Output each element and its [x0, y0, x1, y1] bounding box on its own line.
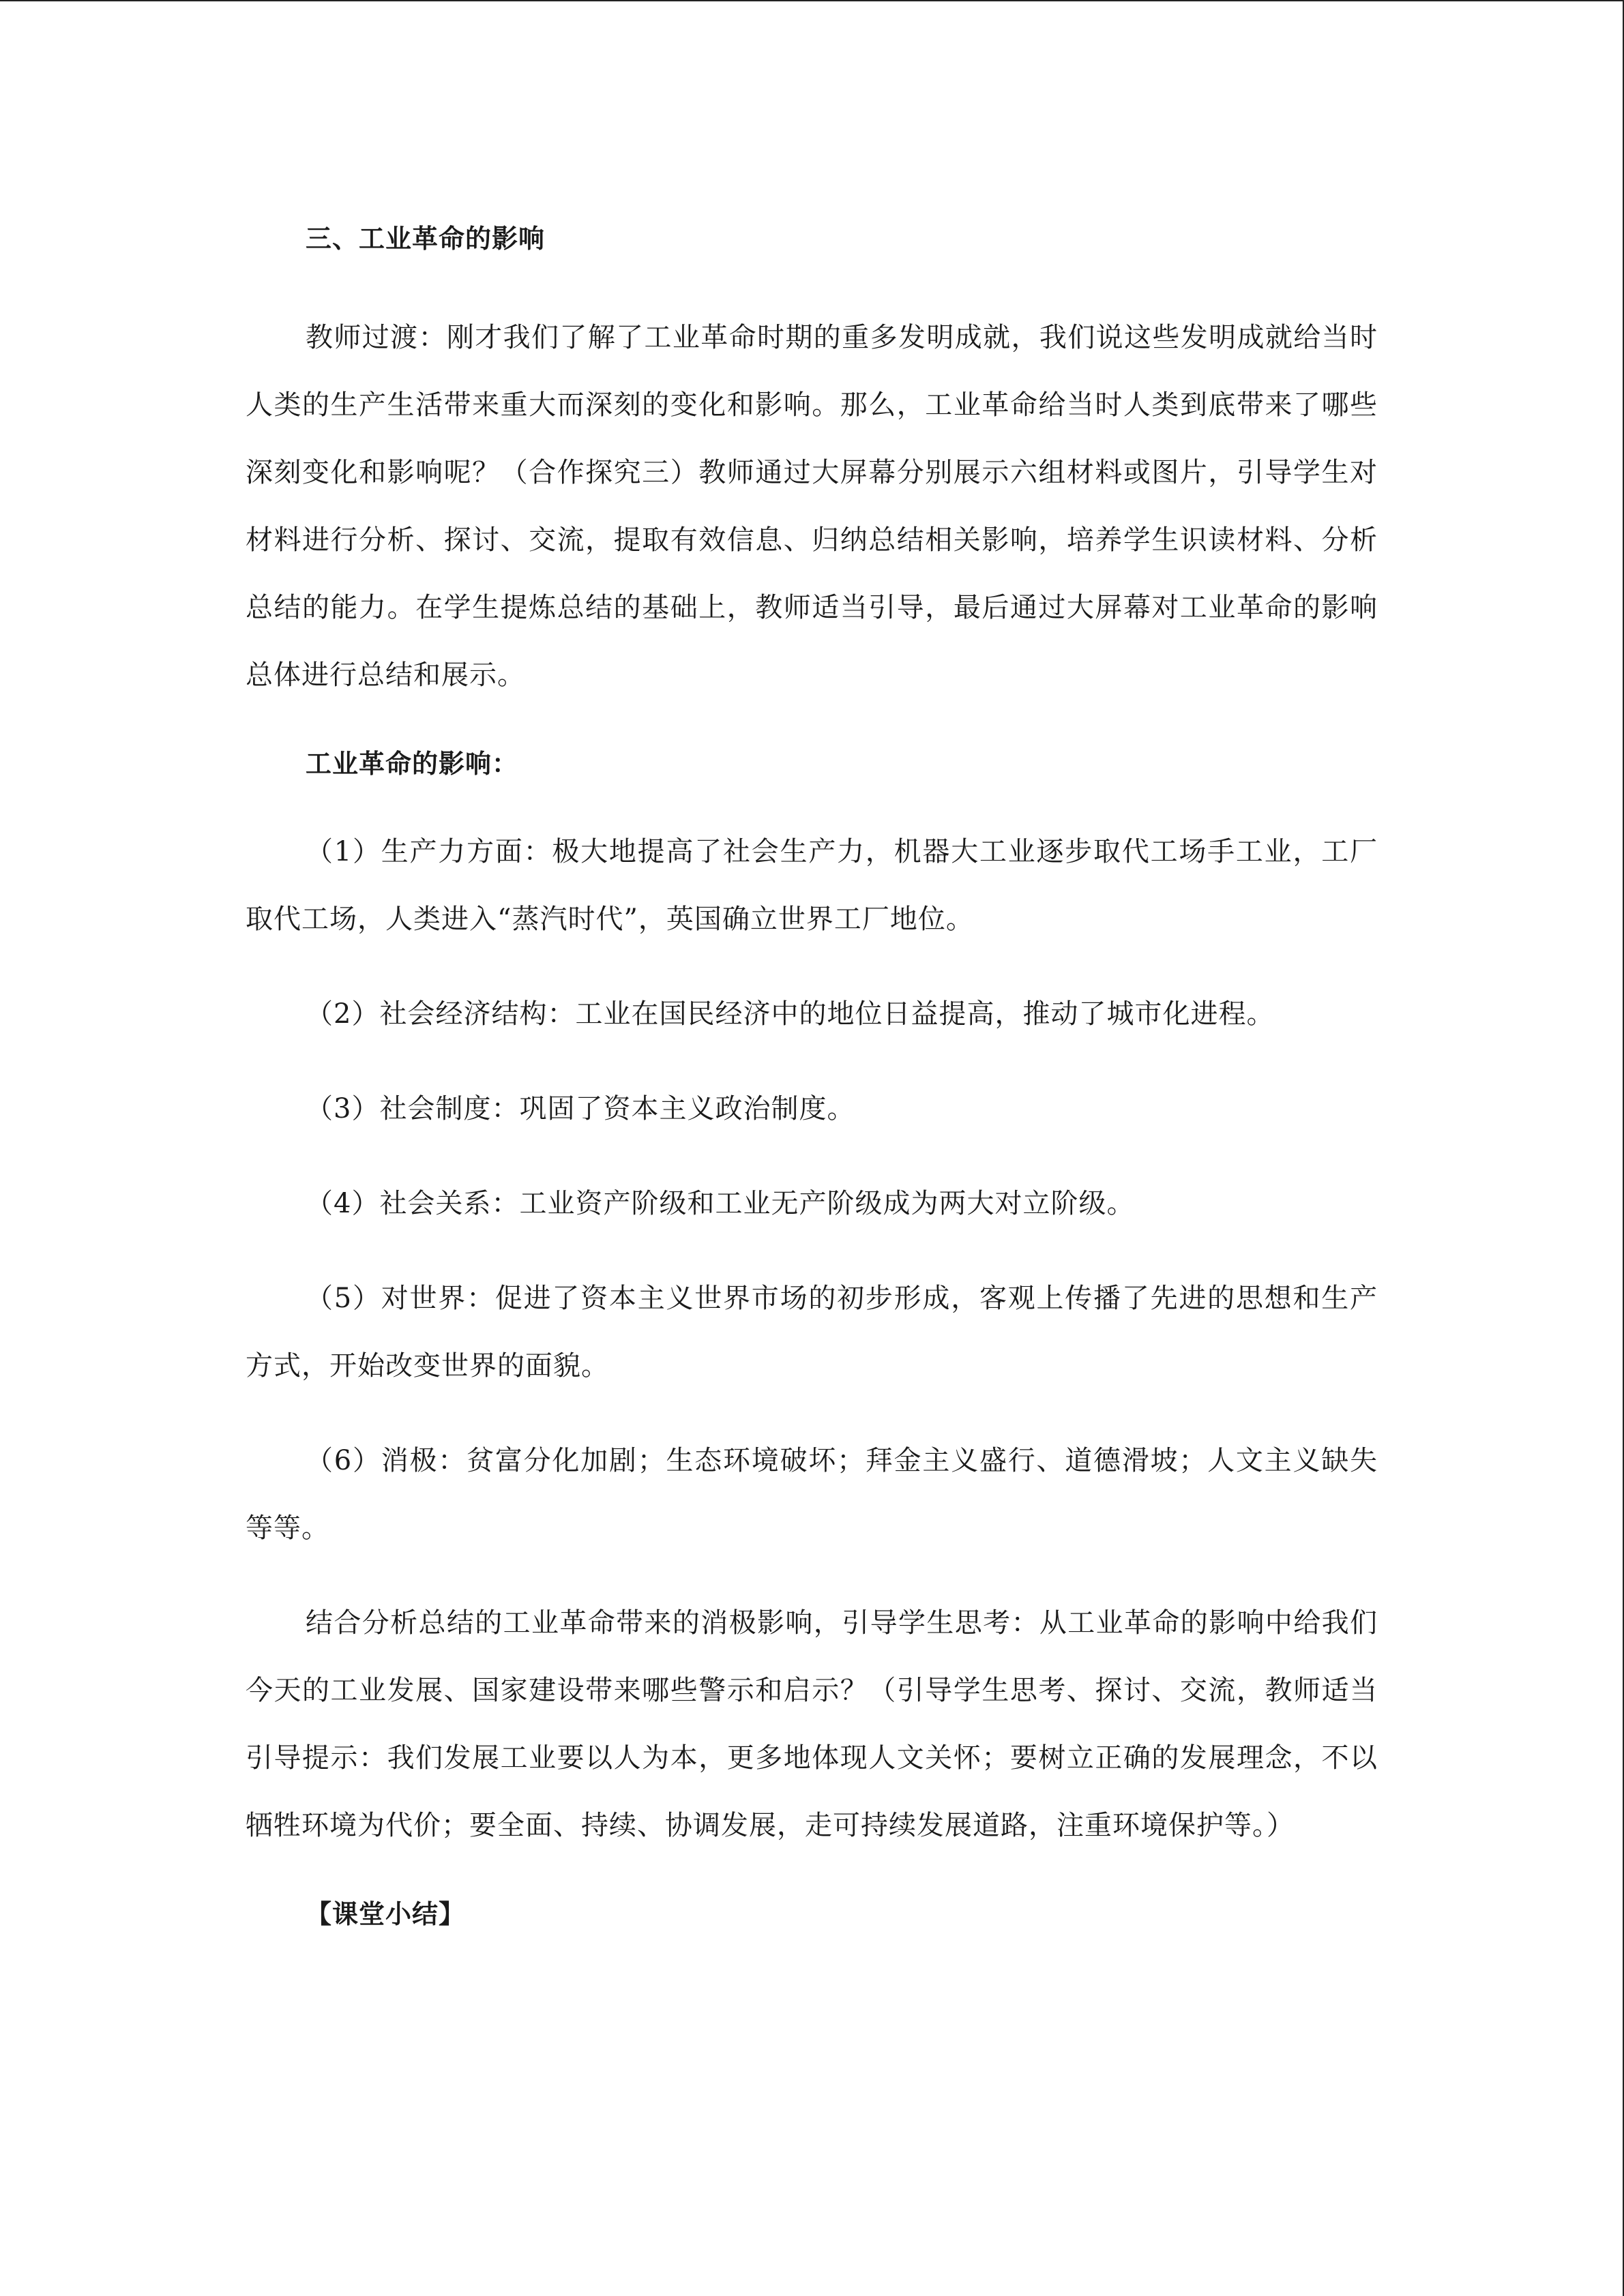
transition-paragraph: 教师过渡：刚才我们了解了工业革命时期的重多发明成就，我们说这些发明成就给当时人类的生产生活带来重大而深刻的变化和影响。那么，工业革命给当时人类到底带来了哪些深刻变化和影响呢？（合作探究三）教师通过大屏幕分别展示六组材料或图片，引导学生对材料进行分析、探讨、交流，提取有效信息、归纳总结相关影响，培养学生识读材料、分析总结的能力。在学生提炼总结的基础上，教师适当引导，最后通过大屏幕对工业革命的影响总体进行总结和展示。 [246, 322, 1378, 691]
impact-item-2: （2）社会经济结构：工业在国民经济中的地位日益提高，推动了城市化进程。 [306, 998, 1275, 1030]
summary-heading: 【课堂小结】 [306, 1899, 466, 1929]
impact-item-3: （3）社会制度：巩固了资本主义政治制度。 [306, 1093, 855, 1124]
impact-heading: 工业革命的影响： [306, 749, 519, 779]
impact-item-1: （1）生产力方面：极大地提高了社会生产力，机器大工业逐步取代工场手工业，工厂取代工场，人类进入“蒸汽时代”，英国确立世界工厂地位。 [246, 836, 1378, 935]
document-body [246, 211, 1378, 1941]
impact-item-6: （6）消极：贫富分化加剧；生态环境破坏；拜金主义盛行、道德滑坡；人文主义缺失等等。 [246, 1445, 1378, 1544]
section-heading: 三、工业革命的影响 [306, 224, 546, 254]
reflection-paragraph: 结合分析总结的工业革命带来的消极影响，引导学生思考：从工业革命的影响中给我们今天的工业发展、国家建设带来哪些警示和启示？（引导学生思考、探讨、交流，教师适当引导提示：我们发展工业要以人为本，更多地体现人文关怀；要树立正确的发展理念，不以牺牲环境为代价；要全面、持续、协调发展，走可持续发展道路，注重环境保护等。） [246, 1607, 1378, 1841]
impact-item-5: （5）对世界：促进了资本主义世界市场的初步形成，客观上传播了先进的思想和生产方式，开始改变世界的面貌。 [246, 1283, 1378, 1382]
impact-item-4: （4）社会关系：工业资产阶级和工业无产阶级成为两大对立阶级。 [306, 1188, 1135, 1219]
